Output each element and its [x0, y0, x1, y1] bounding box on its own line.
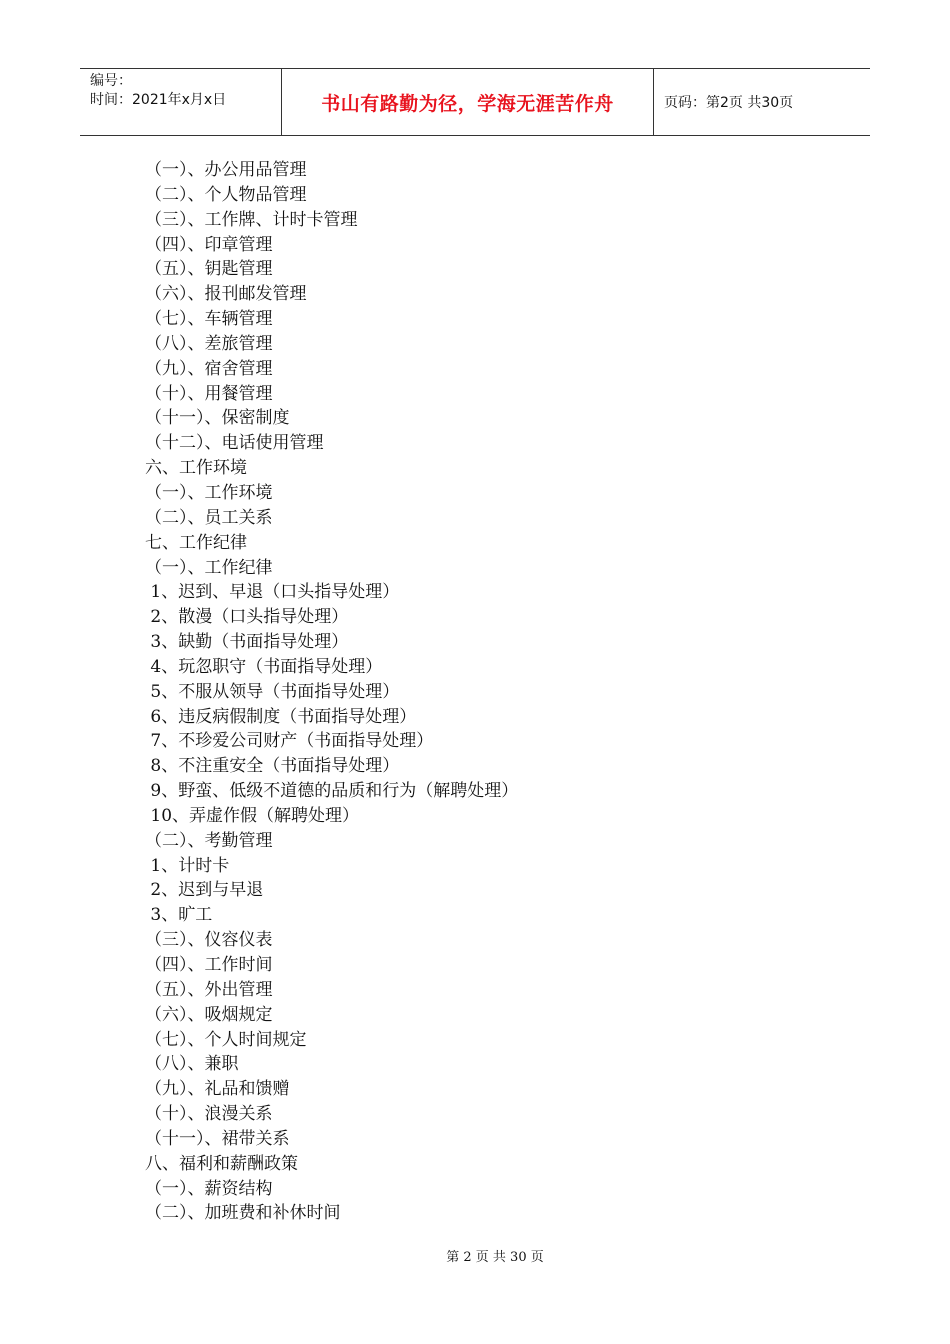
outline-line: 1、计时卡: [145, 855, 230, 876]
outline-line: 3、缺勤（书面指导处理）: [145, 632, 349, 653]
outline-line: 七、工作纪律: [145, 532, 247, 553]
outline-line: （七）、个人时间规定: [145, 1029, 307, 1050]
outline-line: （一）、工作纪律: [145, 557, 273, 578]
outline-line: （四）、印章管理: [145, 234, 273, 255]
outline-line: （二）、个人物品管理: [145, 184, 307, 205]
outline-line: （二）、考勤管理: [145, 830, 273, 851]
page-header: [80, 68, 870, 136]
outline-line: （五）、外出管理: [145, 979, 273, 1000]
outline-line: 7、不珍爱公司财产（书面指导处理）: [145, 731, 434, 752]
outline-line: 3、旷工: [145, 905, 213, 926]
header-meta: [80, 69, 282, 135]
outline-line: （十一）、保密制度: [145, 408, 290, 429]
outline-line: （十一）、裙带关系: [145, 1128, 290, 1149]
outline-line: （十二）、电话使用管理: [145, 433, 324, 454]
code-label: 编号：: [90, 73, 132, 89]
outline-line: （六）、报刊邮发管理: [145, 284, 307, 305]
outline-line: （五）、钥匙管理: [145, 259, 273, 280]
outline-line: 5、不服从领导（书面指导处理）: [145, 681, 400, 702]
outline-line: 六、工作环境: [145, 458, 247, 479]
outline-line: 10、弄虚作假（解聘处理）: [145, 805, 360, 826]
outline-line: （一）、薪资结构: [145, 1178, 273, 1199]
outline-line: （二）、员工关系: [145, 507, 273, 528]
outline-line: （六）、吸烟规定: [145, 1004, 273, 1025]
outline-line: （一）、办公用品管理: [145, 160, 307, 180]
outline-line: 8、不注重安全（书面指导处理）: [145, 756, 400, 777]
outline-line: （三）、仪容仪表: [145, 930, 273, 951]
page-footer: 第 2 页 共 30 页: [446, 1250, 544, 1265]
outline-line: （九）、宿舍管理: [145, 358, 273, 379]
outline-line: 6、违反病假制度（书面指导处理）: [145, 706, 417, 727]
header-motto: 书山有路勤为径，学海无涯苦作舟: [282, 69, 654, 135]
header-page-info: 页码：第2页 共30页: [664, 95, 794, 111]
outline-line: 9、野蛮、低级不道德的品质和行为（解聘处理）: [145, 781, 519, 802]
outline-line: （二）、加班费和补休时间: [145, 1203, 341, 1224]
outline-line: （八）、兼职: [145, 1054, 239, 1075]
outline-line: 4、玩忽职守（书面指导处理）: [145, 656, 383, 677]
outline-line: 2、迟到与早退: [145, 880, 264, 901]
document-body: [145, 158, 845, 1226]
outline-line: 1、迟到、早退（口头指导处理）: [145, 582, 400, 603]
outline-line: （一）、工作环境: [145, 482, 273, 503]
outline-line: （九）、礼品和馈赠: [145, 1079, 290, 1100]
outline-line: （四）、工作时间: [145, 955, 273, 975]
outline-line: （七）、车辆管理: [145, 309, 273, 330]
outline-line: （三）、工作牌、计时卡管理: [145, 209, 358, 230]
outline-line: （八）、差旅管理: [145, 333, 273, 354]
outline-line: 八、福利和薪酬政策: [145, 1153, 298, 1174]
outline-line: （十）、浪漫关系: [145, 1104, 273, 1125]
time-label: 时间：2021年x月x日: [90, 92, 227, 108]
outline-line: 2、散漫（口头指导处理）: [145, 607, 349, 628]
outline-line: （十）、用餐管理: [145, 383, 273, 404]
